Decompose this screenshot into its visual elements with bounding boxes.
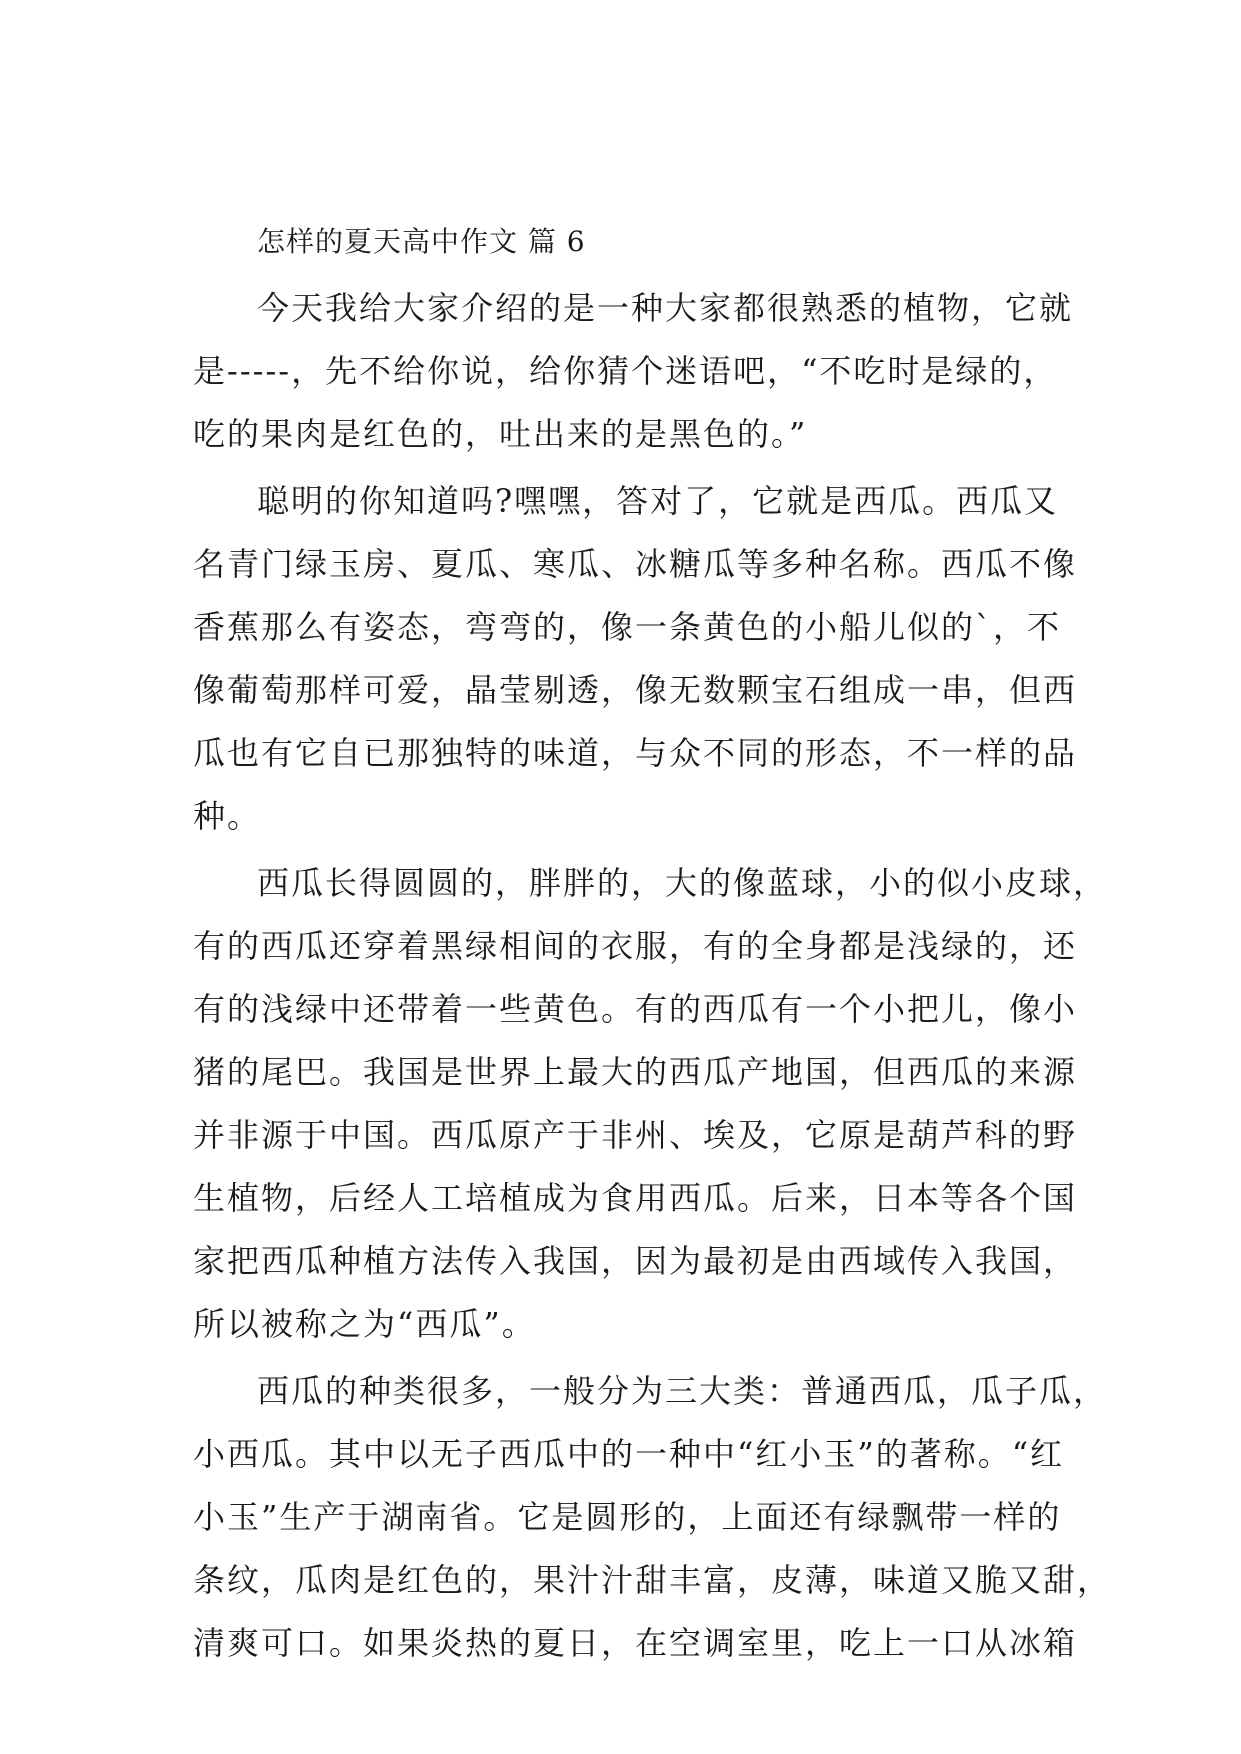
paragraph-line: 猪的尾巴。我国是世界上最大的西瓜产地国，但西瓜的来源: [193, 1053, 1078, 1091]
paragraph-line: 清爽可口。如果炎热的夏日，在空调室里，吃上一口从冰箱: [193, 1624, 1078, 1662]
paragraph-line: 像葡萄那样可爱，晶莹剔透，像无数颗宝石组成一串，但西: [193, 671, 1078, 709]
paragraph-line: 西瓜的种类很多，一般分为三大类：普通西瓜，瓜子瓜，: [257, 1372, 1108, 1410]
paragraph-line: 并非源于中国。西瓜原产于非州、埃及，它原是葫芦科的野: [193, 1116, 1078, 1154]
paragraph-line: 所以被称之为“西瓜”。: [193, 1305, 536, 1343]
paragraph-line: 生植物，后经人工培植成为食用西瓜。后来，日本等各个国: [193, 1179, 1078, 1217]
paragraph-line: 小西瓜。其中以无子西瓜中的一种中“红小玉”的著称。“红: [193, 1435, 1065, 1473]
paragraph-3: [193, 852, 1108, 1356]
paragraph-line: 家把西瓜种植方法传入我国，因为最初是由西域传入我国，: [193, 1242, 1078, 1280]
paragraph-line: 香蕉那么有姿态，弯弯的，像一条黄色的小船儿似的`，不: [193, 608, 1062, 646]
page-title: 怎样的夏天高中作文 篇 6: [257, 225, 586, 258]
paragraph-line: 条纹，瓜肉是红色的，果汁汁甜丰富，皮薄，味道又脆又甜，: [193, 1561, 1112, 1599]
paragraph-line: 吃的果肉是红色的，吐出来的是黑色的。”: [193, 415, 808, 453]
paragraph-2: [193, 470, 1078, 848]
paragraph-4: [193, 1360, 1112, 1675]
paragraph-line: 种。: [193, 797, 262, 835]
paragraph-line: 名青门绿玉房、夏瓜、寒瓜、冰糖瓜等多种名称。西瓜不像: [193, 545, 1078, 583]
document-page: [193, 213, 1112, 1679]
paragraph-line: 有的西瓜还穿着黑绿相间的衣服，有的全身都是浅绿的，还: [193, 927, 1078, 965]
paragraph-line: 是-----，先不给你说，给你猜个迷语吧，“不吃时是绿的，: [193, 352, 1058, 390]
paragraph-line: 小玉”生产于湖南省。它是圆形的，上面还有绿飘带一样的: [193, 1498, 1062, 1536]
paragraph-line: 有的浅绿中还带着一些黄色。有的西瓜有一个小把儿，像小: [193, 990, 1078, 1028]
paragraph-line: 聪明的你知道吗?嘿嘿，答对了，它就是西瓜。西瓜又: [257, 482, 1059, 520]
paragraph-line: 瓜也有它自已那独特的味道，与众不同的形态，不一样的品: [193, 734, 1078, 772]
paragraph-1: [193, 277, 1074, 466]
paragraph-line: 西瓜长得圆圆的，胖胖的，大的像蓝球，小的似小皮球，: [257, 864, 1108, 902]
paragraph-line: 今天我给大家介绍的是一种大家都很熟悉的植物，它就: [257, 289, 1074, 327]
